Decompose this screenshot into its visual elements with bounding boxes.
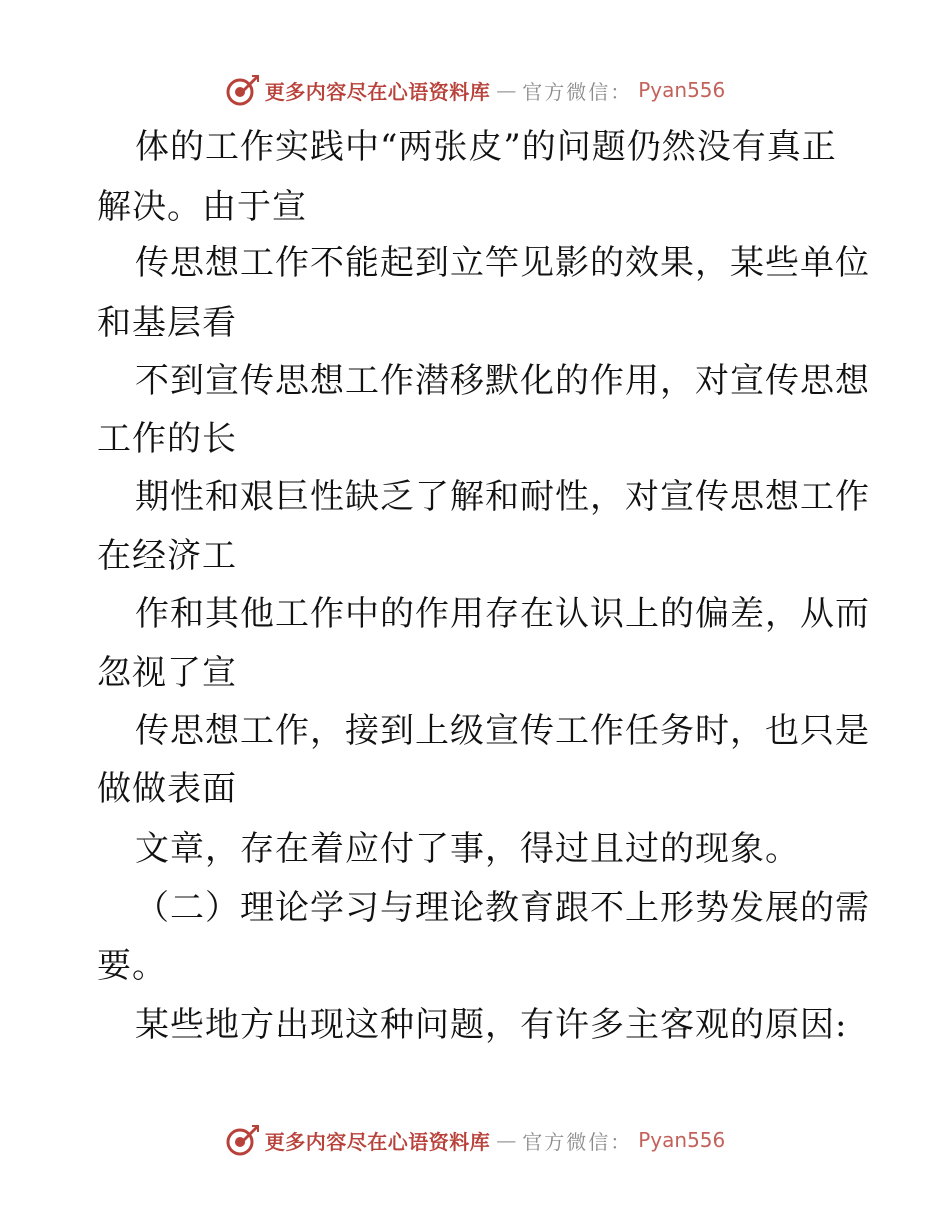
- body-line-13: 文章，存在着应付了事，得过且过的现象。: [135, 829, 800, 869]
- body-line-10: 忽视了宣: [97, 653, 237, 693]
- body-line-8: 在经济工: [97, 536, 237, 576]
- watermark-dash: —: [496, 1128, 517, 1152]
- watermark-wechat-label: 官方微信：: [522, 1129, 633, 1154]
- header-watermark: [0, 70, 950, 110]
- body-line-15: 要。: [97, 946, 167, 986]
- body-line-3: 传思想工作不能起到立竿见影的效果，某些单位: [135, 243, 870, 283]
- body-line-6: 工作的长: [97, 419, 237, 459]
- body-line-2: 解决。由于宣: [97, 187, 307, 227]
- body-line-7: 期性和艰巨性缺乏了解和耐性，对宣传思想工作: [135, 477, 870, 517]
- body-line-11: 传思想工作，接到上级宣传工作任务时，也只是: [135, 711, 870, 751]
- body-line-4: 和基层看: [97, 303, 237, 343]
- watermark-wechat-label: 官方微信：: [522, 79, 633, 104]
- body-line-5: 不到宣传思想工作潜移默化的作用，对宣传思想: [135, 361, 870, 401]
- watermark-wechat-id: Pyan556: [638, 78, 726, 102]
- body-line-9: 作和其他工作中的作用存在认识上的偏差，从而: [135, 594, 870, 634]
- watermark-brand-text: 更多内容尽在心语资料库: [264, 1129, 491, 1154]
- watermark-brand-text: 更多内容尽在心语资料库: [264, 79, 491, 104]
- watermark-dash: —: [496, 78, 517, 102]
- brand-logo-icon: [225, 1123, 259, 1157]
- brand-logo-icon: [225, 73, 259, 107]
- body-line-14: （二）理论学习与理论教育跟不上形势发展的需: [135, 888, 870, 928]
- watermark-wechat-id: Pyan556: [638, 1128, 726, 1152]
- body-line-12: 做做表面: [97, 769, 237, 809]
- body-line-16: 某些地方出现这种问题，有许多主客观的原因:: [135, 1005, 848, 1045]
- footer-watermark: [0, 1120, 950, 1160]
- body-line-1: 体的工作实践中“两张皮”的问题仍然没有真正: [135, 127, 837, 167]
